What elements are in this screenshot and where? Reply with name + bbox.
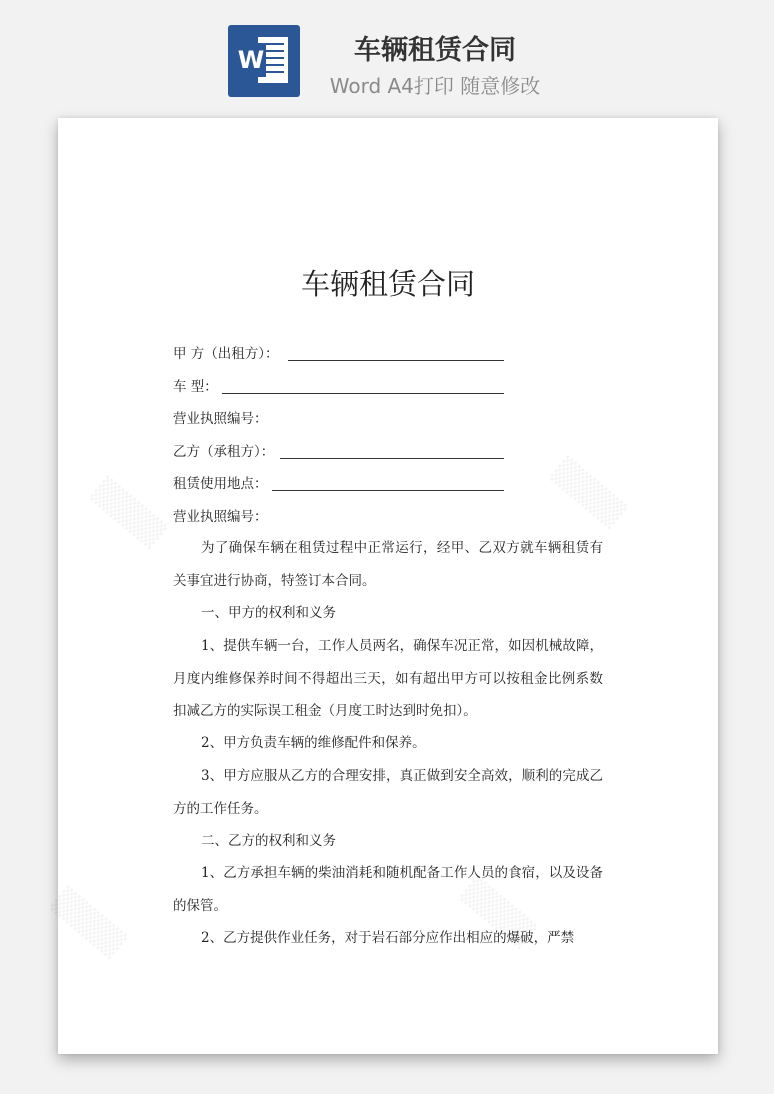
watermark	[548, 456, 629, 530]
party-a-label: 甲 方（出租方）：	[173, 346, 279, 362]
section-1-item-2: 2、甲方负责车辆的维修配件和保养。	[201, 735, 426, 751]
party-b-blank	[280, 458, 504, 459]
word-logo-letter: W	[236, 43, 266, 77]
section-2-item-1: 1、乙方承担车辆的柴油消耗和随机配备工作人员的食宿，以及设备的保管。	[173, 865, 603, 914]
section-1-item-1: 1、提供车辆一台，工作人员两名，确保车况正常，如因机械故障，月度内维修保养时间不得超出三天，如有超出甲方可以按租金比例系数扣减乙方的实际误工租金（月度工时达到时免扣）。	[173, 638, 603, 720]
section-2-item-2: 2、乙方提供作业任务，对于岩石部分应作出相应的爆破，严禁	[201, 930, 575, 946]
watermark	[48, 886, 129, 960]
rental-location-blank	[272, 490, 504, 491]
document-page	[58, 118, 718, 1054]
vehicle-model-label: 车 型：	[173, 379, 218, 395]
section-1-item-3: 3、甲方应服从乙方的合理安排，真正做到安全高效，顺利的完成乙方的工作任务。	[173, 768, 603, 817]
banner-title: 车辆租赁合同	[354, 35, 516, 66]
rental-location-label: 租赁使用地点：	[173, 476, 268, 492]
license-number-a-label: 营业执照编号：	[173, 411, 268, 427]
document-title: 车辆租赁合同	[300, 267, 475, 301]
header-banner	[0, 0, 774, 112]
section-2-heading: 二、乙方的权利和义务	[201, 833, 336, 849]
party-b-label: 乙方（承租方）：	[173, 444, 275, 460]
section-1-heading: 一、甲方的权利和义务	[201, 605, 336, 621]
party-a-blank	[288, 360, 504, 361]
watermark	[88, 476, 169, 550]
banner-subtitle: Word A4打印 随意修改	[329, 74, 541, 98]
intro-paragraph: 为了确保车辆在租赁过程中正常运行，经甲、乙双方就车辆租赁有关事宜进行协商，特签订本合同。	[173, 540, 603, 589]
license-number-b-label: 营业执照编号：	[173, 509, 268, 525]
word-app-icon	[228, 25, 300, 97]
vehicle-model-blank	[222, 393, 504, 394]
